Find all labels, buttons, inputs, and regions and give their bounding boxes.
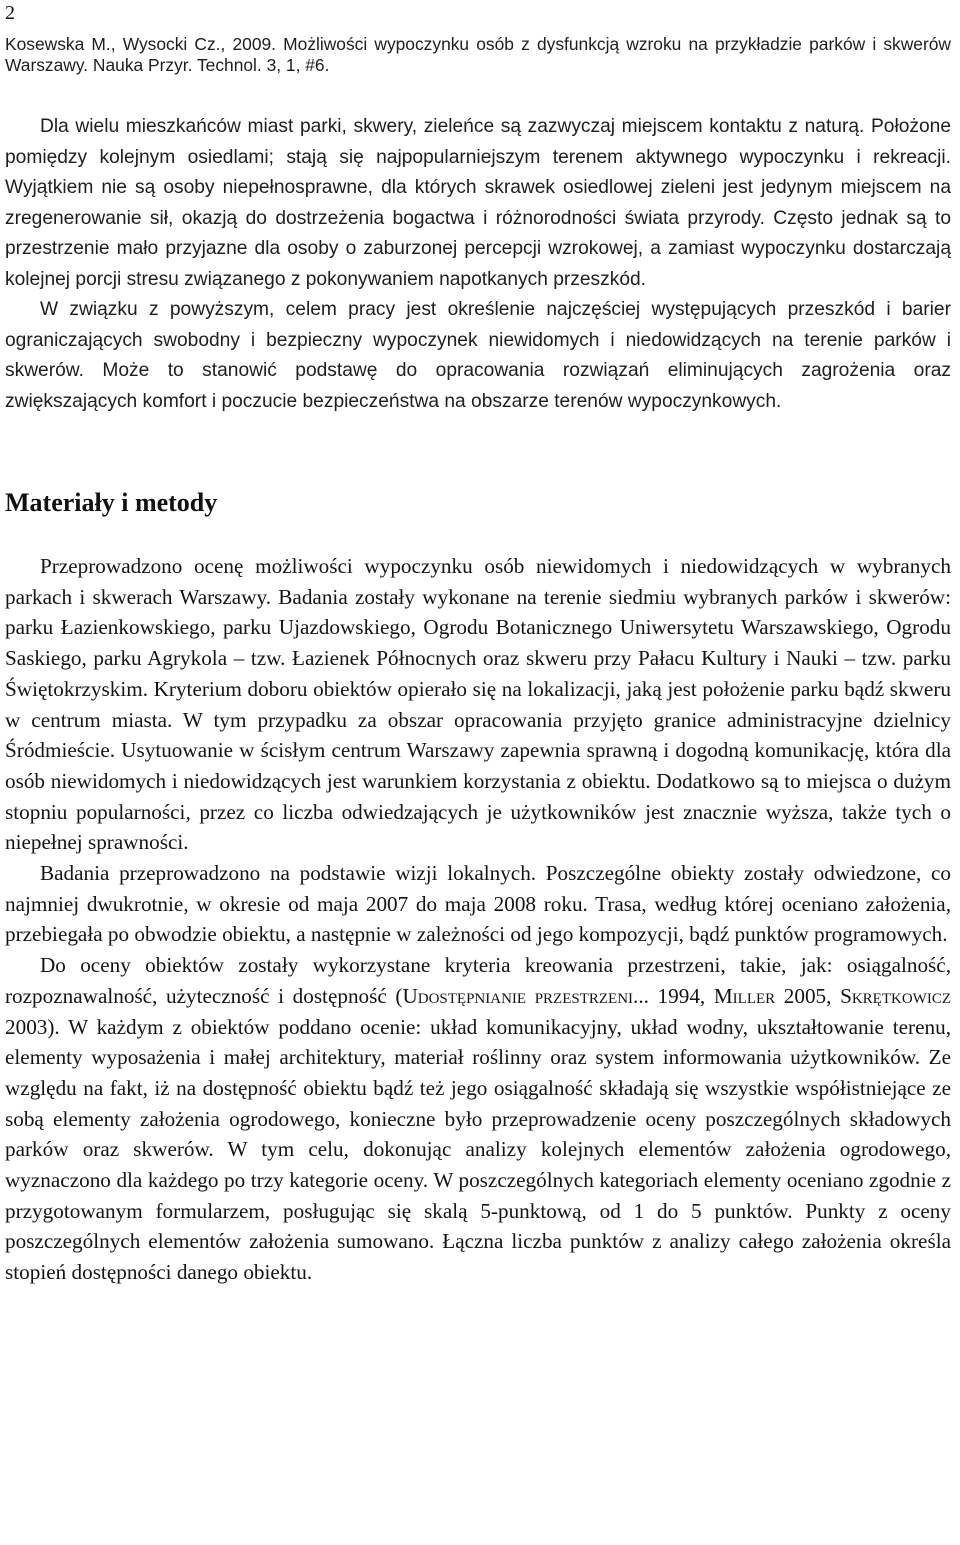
page-number: 2 xyxy=(5,2,15,24)
methods-paragraph-2: Badania przeprowadzono na podstawie wizji lokalnych. Poszczególne obiekty zostały odwiedzone, co najmniej dwukrotnie, w okresie od maja 2007 do maja 2008 roku. Trasa, według której oceniano założenia, przebiegała po obwodzie obiektu, a następnie w zależności od jego kompozycji, bądź punktów programowych. xyxy=(5,861,951,947)
document-page xyxy=(5,0,951,1288)
reference-skretkowicz: Skrętkowicz xyxy=(840,983,951,1008)
citation-header: Kosewska M., Wysocki Cz., 2009. Możliwości wypoczynku osób z dysfunkcją wzroku na przykładzie parków i skwerów Warszawy. Nauka Przyr. Technol. 3, 1, #6. xyxy=(5,34,951,75)
intro-paragraph-2: W związku z powyższym, celem pracy jest określenie najczęściej występujących przeszkód i barier ograniczających swobodny i bezpieczny wypoczynek niewidomych i niedowidzących na terenie parków i skwerów. Może to stanowić podstawę do opracowania rozwiązań eliminujących zagrożenia oraz zwiększających komfort i poczucie bezpieczeństwa na obszarze terenów wypoczynkowych. xyxy=(5,299,951,412)
reference-udostepnianie-year: ... 1994, xyxy=(633,983,714,1008)
section-heading-materials-methods: Materiały i metody xyxy=(5,488,218,517)
introduction-section xyxy=(5,112,951,417)
reference-miller-year: 2005, xyxy=(775,983,841,1008)
intro-paragraph-1: Dla wielu mieszkańców miast parki, skwery, zieleńce są zazwyczaj miejscem kontaktu z naturą. Położone pomiędzy kolejnym osiedlami; stają się najpopularniejszym terenem aktywnego wypoczynku i rekreacji. Wyjątkiem nie są osoby niepełnosprawne, dla których skrawek osiedlowej zieleni jest jedynym miejscem na zregenerowanie sił, okazją do dostrzeżenia bogactwa i różnorodności świata przyrody. Często jednak są to przestrzenie mało przyjazne dla osoby o zaburzonej percepcji wzrokowej, a zamiast wypoczynku dostarczają kolejnej porcji stresu związanego z pokonywaniem napotkanych przeszkód. xyxy=(5,116,951,290)
methods-paragraph-1: Przeprowadzono ocenę możliwości wypoczynku osób niewidomych i niedowidzących w wybranych parkach i skwerach Warszawy. Badania zostały wykonane na terenie siedmiu wybranych parków i skwerów: parku Łazienkowskiego, parku Ujazdowskiego, Ogrodu Botanicznego Uniwersytetu Warszawskiego, Ogrodu Saskiego, parku Agrykola – tzw. Łazienek Północnych oraz skweru przy Pałacu Kultury i Nauki – tzw. parku Świętokrzyskim. Kryterium doboru obiektów opierało się na lokalizacji, jaką jest położenie parku bądź skweru w centrum miasta. W tym przypadku za obszar opracowania przyjęto granice administracyjne dzielnicy Śródmieście. Usytuowanie w ścisłym centrum Warszawy zapewnia sprawną i dogodną komunikację, która dla osób niewidomych i niedowidzących jest warunkiem korzystania z obiektu. Dodatkowo są to miejsca o dużym stopniu popularności, przez co liczba odwiedzających je użytkowników jest znacznie wyższa, także tych o niepełnej sprawności. xyxy=(5,554,951,855)
methods-section xyxy=(5,551,951,1288)
reference-miller: Miller xyxy=(713,983,776,1008)
reference-udostepnianie: Udostępnianie przestrzeni xyxy=(402,983,634,1008)
methods-paragraph-3-tail: 2003). W każdym z obiektów poddano ocenie: układ komunikacyjny, układ wodny, ukształtowanie terenu, elementy wyposażenia i małej architektury, materiał roślinny oraz system informowania użytkowników. Ze względu na fakt, iż na dostępność obiektu bądź też jego osiągalność składają się wszystkie współistniejące ze sobą elementy założenia ogrodowego, konieczne było przeprowadzenie oceny poszczególnych składowych parków oraz skwerów. W tym celu, dokonując analizy kolejnych elementów założenia ogrodowego, wyznaczono dla każdego po trzy kategorie oceny. W poszczególnych kategoriach elementy oceniano zgodnie z przygotowanym formularzem, posługując się skalą 5-punktową, od 1 do 5 punktów. Punkty z oceny poszczególnych elementów założenia sumowano. Łączna liczba punktów z analizy całego założenia określa stopień dostępności danego obiektu. xyxy=(5,1014,951,1285)
methods-paragraph-3 xyxy=(5,950,951,1288)
methods-paragraph-3-lead: Do oceny obiektów zostały wykorzystane kryteria kreowania przestrzeni, takie, jak: osiągalność, rozpoznawalność, użyteczność i dostępność ( xyxy=(5,953,951,1008)
